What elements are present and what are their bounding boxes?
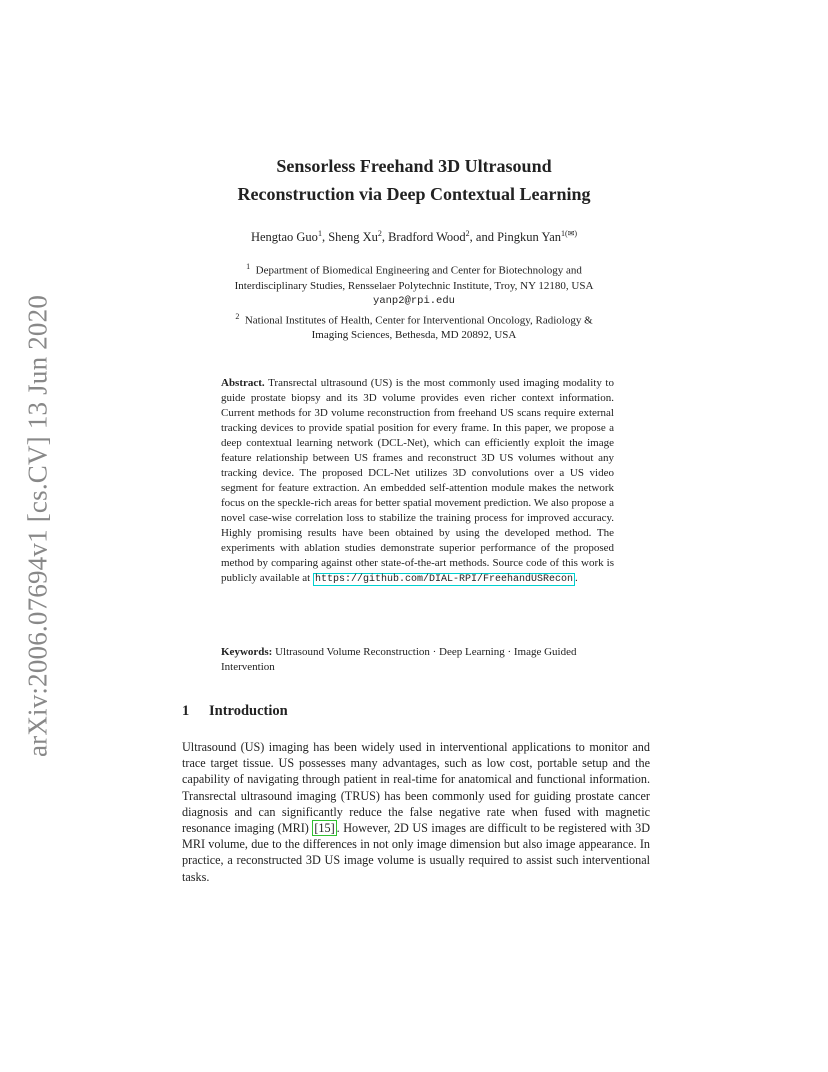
- affiliation-text: National Institutes of Health, Center for Interventional Oncology, Radiology &: [244, 314, 593, 327]
- affiliation-text: Department of Biomedical Engineering and Center for Biotechnology and: [255, 264, 582, 277]
- author-separator: , and: [469, 230, 498, 245]
- author-name: Bradford Wood: [388, 230, 466, 245]
- affiliations: [170, 259, 658, 343]
- author-name: Hengtao Guo: [250, 230, 318, 245]
- author-name: Sheng Xu: [328, 230, 378, 245]
- author-email: yanp2@rpi.edu: [373, 294, 455, 307]
- arxiv-identifier: arXiv:2006.07694v1 [cs.CV] 13 Jun 2020: [22, 294, 53, 758]
- abstract-end: .: [574, 572, 578, 584]
- intro-text-2: . However, 2D US images are difficult to be registered with 3D MRI volume, due to the differences in not only image dimension but also image appearance. In practice, a reconstructed 3D US image volume is usually required to assist such interventional tasks.: [182, 821, 651, 884]
- section-title: Introduction: [209, 703, 288, 719]
- author-list: [0, 229, 828, 245]
- affiliation-2-line-2: Imaging Sciences, Bethesda, MD 20892, USA: [311, 329, 517, 342]
- author-separator: ,: [381, 230, 389, 245]
- abstract: [221, 376, 614, 587]
- affiliation-1-line-1: [170, 259, 658, 279]
- keywords: [221, 645, 614, 675]
- author-name: Pingkun Yan: [497, 230, 562, 245]
- abstract-text: Transrectal ultrasound (US) is the most commonly used imaging modality to guide prostate biopsy and its 3D volume provides even richer context information. Current methods for 3D volume reconstruction from freehand US scans require external tracking devices to provide spatial position for every frame. In this paper, we propose a deep contextual learning network (DCL-Net), which can efficiently exploit the image feature relationship between US frames and reconstruct 3D US volumes without any tracking device. The proposed DCL-Net utilizes 3D convolutions over a US video segment for feature extraction. An embedded self-attention module makes the network focus on the speckle-rich areas for better spatial movement prediction. We also propose a novel case-wise correlation loss to stabilize the training process for improved accuracy. Highly promising results have been obtained by using the developed method. The experiments with ablation studies demonstrate superior performance of the proposed method by comparing against other state-of-the-art methods. Source code of this work is publicly available at: [221, 377, 614, 584]
- keywords-label: Keywords:: [221, 646, 273, 658]
- author-affiliation-mark: 2: [465, 229, 470, 238]
- title-line-1: Sensorless Freehand 3D Ultrasound: [276, 156, 552, 176]
- affiliation-2-line-1: [170, 309, 658, 329]
- affiliation-1-line-2: Interdisciplinary Studies, Rensselaer Polytechnic Institute, Troy, NY 12180, USA: [234, 279, 594, 292]
- abstract-label: Abstract.: [221, 377, 265, 389]
- section-heading: [182, 703, 288, 720]
- paper-title: [0, 152, 828, 208]
- intro-paragraph: [182, 739, 650, 885]
- author-affiliation-mark: 2: [377, 229, 382, 238]
- affiliation-mark: 2: [235, 311, 240, 321]
- keywords-text: Ultrasound Volume Reconstruction · Deep Learning · Image Guided Intervention: [221, 646, 577, 673]
- author-separator: ,: [321, 230, 329, 245]
- source-code-link[interactable]: https://github.com/DIAL-RPI/FreehandUSRecon: [314, 574, 573, 585]
- author-affiliation-mark: 1: [317, 229, 322, 238]
- section-number: 1: [182, 703, 190, 719]
- affiliation-mark: 1: [246, 262, 251, 271]
- intro-text-1: Ultrasound (US) imaging has been widely used in interventional applications to monitor and trace target tissue. US possesses many advantages, such as low cost, portable setup and the capability of navigating through patient in real-time for anatomical and functional information. Transrectal ultrasound imaging (TRUS) has been commonly used for guiding prostate cancer diagnosis and can significantly reduce the false negative rate when fused with magnetic resonance imaging (MRI): [182, 740, 650, 836]
- citation-link[interactable]: [15]: [314, 821, 335, 836]
- title-line-2: Reconstruction via Deep Contextual Learning: [237, 184, 591, 204]
- author-affiliation-mark: 1(✉): [561, 229, 578, 238]
